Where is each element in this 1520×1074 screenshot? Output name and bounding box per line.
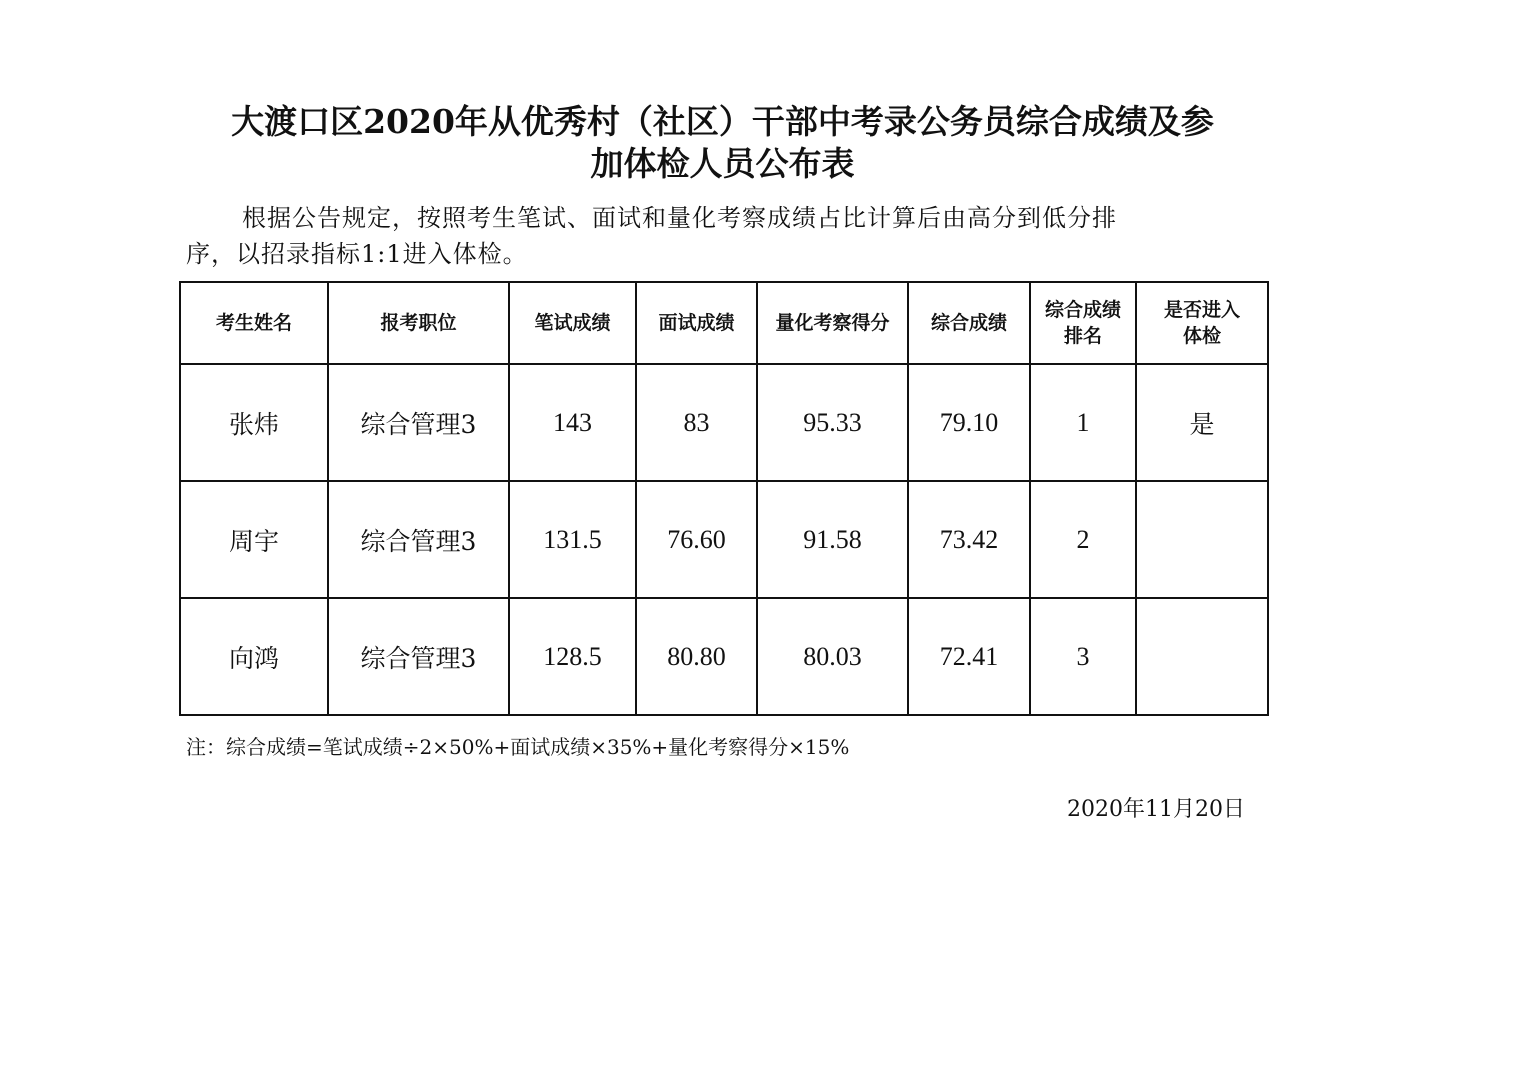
document-title-line1: 大渡口区2020年从优秀村（社区）干部中考录公务员综合成绩及参 <box>231 102 1214 141</box>
total-score: 73.42 <box>908 481 1030 598</box>
header-written-score: 笔试成绩 <box>509 282 636 364</box>
rank: 3 <box>1030 598 1136 715</box>
table-row <box>180 598 1268 715</box>
interview-score: 83 <box>636 364 757 481</box>
header-physical-exam: 是否进入 体检 <box>1136 282 1268 364</box>
scores-table <box>179 281 1269 716</box>
rank: 2 <box>1030 481 1136 598</box>
written-score: 143 <box>509 364 636 481</box>
position: 综合管理3 <box>328 598 509 715</box>
written-score: 131.5 <box>509 481 636 598</box>
candidate-name: 张炜 <box>180 364 328 481</box>
physical-exam <box>1136 481 1268 598</box>
document-title-line2: 加体检人员公布表 <box>590 144 855 183</box>
table-row <box>180 481 1268 598</box>
rank: 1 <box>1030 364 1136 481</box>
position: 综合管理3 <box>328 364 509 481</box>
interview-score: 76.60 <box>636 481 757 598</box>
header-assessment-score: 量化考察得分 <box>757 282 908 364</box>
intro-line1: 根据公告规定，按照考生笔试、面试和量化考察成绩占比计算后由高分到低分排 <box>242 204 1117 232</box>
candidate-name: 周宇 <box>180 481 328 598</box>
physical-exam <box>1136 598 1268 715</box>
header-candidate-name: 考生姓名 <box>180 282 328 364</box>
position: 综合管理3 <box>328 481 509 598</box>
written-score: 128.5 <box>509 598 636 715</box>
assessment-score: 95.33 <box>757 364 908 481</box>
total-score: 79.10 <box>908 364 1030 481</box>
table-header-row <box>180 282 1268 364</box>
formula-note: 注：综合成绩=笔试成绩÷2×50%+面试成绩×35%+量化考察得分×15% <box>186 735 850 759</box>
intro-line2: 序，以招录指标1:1进入体检。 <box>186 240 528 268</box>
publish-date: 2020年11月20日 <box>1067 797 1245 822</box>
header-position: 报考职位 <box>328 282 509 364</box>
assessment-score: 91.58 <box>757 481 908 598</box>
header-total-score: 综合成绩 <box>908 282 1030 364</box>
header-interview-score: 面试成绩 <box>636 282 757 364</box>
table-row <box>180 364 1268 481</box>
assessment-score: 80.03 <box>757 598 908 715</box>
interview-score: 80.80 <box>636 598 757 715</box>
physical-exam: 是 <box>1136 364 1268 481</box>
header-rank: 综合成绩 排名 <box>1030 282 1136 364</box>
candidate-name: 向鸿 <box>180 598 328 715</box>
total-score: 72.41 <box>908 598 1030 715</box>
